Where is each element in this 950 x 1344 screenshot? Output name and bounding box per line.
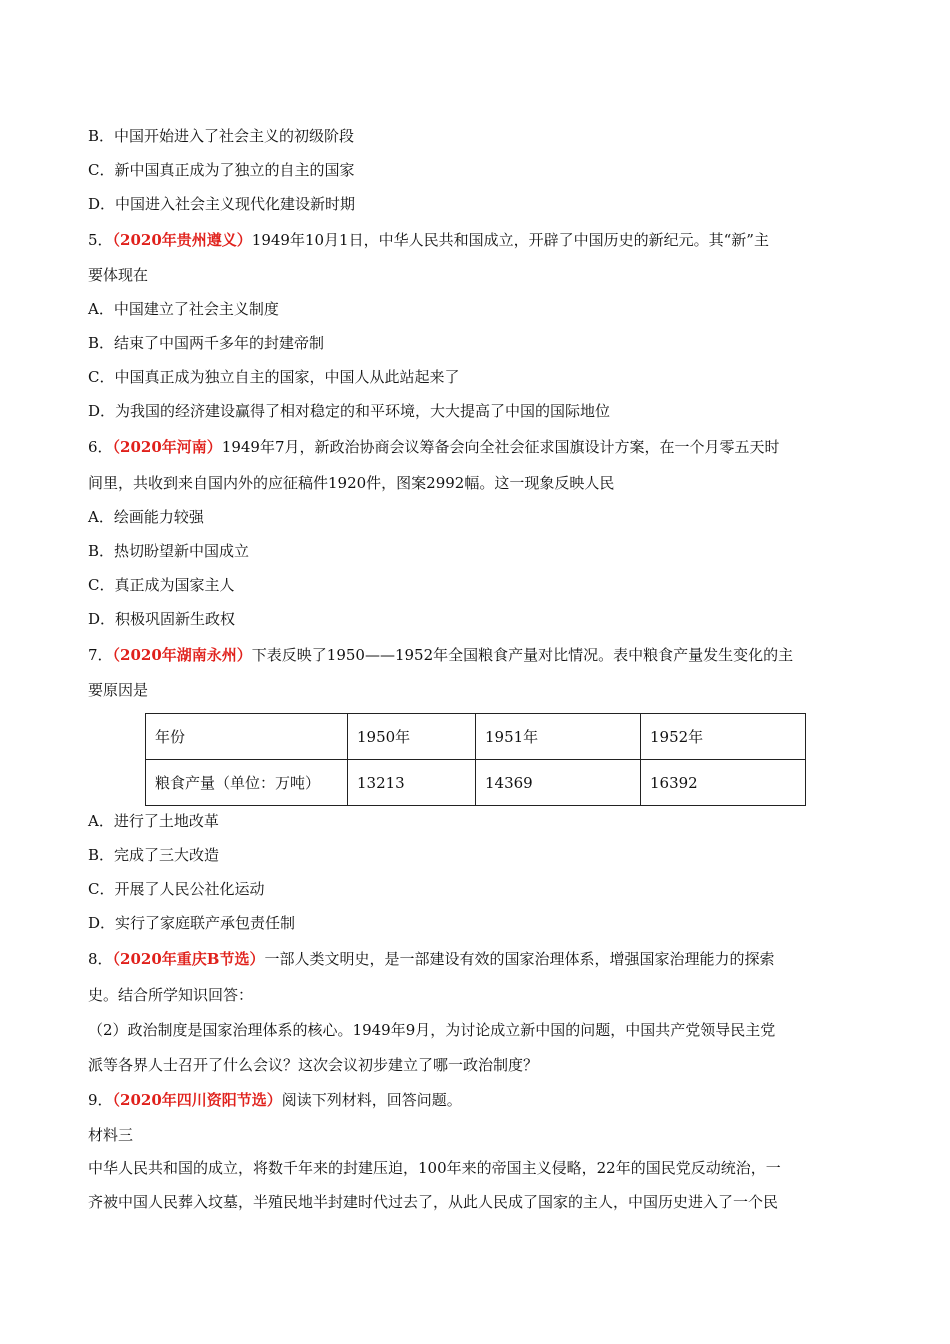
table-cell: 年份 — [146, 714, 348, 760]
q9-stem — [88, 1090, 462, 1110]
q9-stem-text: 阅读下列材料，回答问题。 — [281, 1091, 462, 1109]
table-cell: 14369 — [476, 760, 641, 806]
q9-source: （2020年四川资阳节选） — [112, 1091, 282, 1109]
q6-stem — [88, 437, 780, 457]
q5-stem — [88, 230, 769, 250]
q7-stem-cont: 要原因是 — [88, 681, 149, 699]
table-row — [146, 760, 806, 806]
table-cell: 1950年 — [348, 714, 476, 760]
q8-stem-text: 一部人类文明史，是一部建设有效的国家治理体系，增强国家治理能力的探索 — [264, 950, 775, 968]
q8-stem — [88, 949, 775, 969]
q4-option-c: C．新中国真正成为了独立的自主的国家 — [88, 161, 355, 179]
q8-stem-cont: 史。结合所学知识回答： — [88, 986, 254, 1004]
q8-number: 8． — [88, 950, 113, 968]
table-cell: 1952年 — [641, 714, 806, 760]
q7-stem — [88, 645, 793, 665]
q6-source: （2020年河南） — [112, 438, 222, 456]
q5-stem-text: 1949年10月1日，中华人民共和国成立，开辟了中国历史的新纪元。其“新”主 — [251, 231, 769, 249]
q9-number: 9． — [88, 1091, 113, 1109]
q7-option-a: A．进行了土地改革 — [88, 812, 219, 830]
q8-source: （2020年重庆B节选） — [112, 950, 265, 968]
q5-number: 5． — [88, 231, 113, 249]
q8-subquestion-cont: 派等各界人士召开了什么会议？这次会议初步建立了哪一政治制度？ — [88, 1056, 539, 1074]
table-cell: 1951年 — [476, 714, 641, 760]
q6-option-d: D．积极巩固新生政权 — [88, 610, 236, 628]
q6-option-c: C．真正成为国家主人 — [88, 576, 235, 594]
q4-option-d: D．中国进入社会主义现代化建设新时期 — [88, 195, 356, 213]
q9-material-text: 中华人民共和国的成立，将数千年来的封建压迫，100年来的帝国主义侵略，22年的国民党反动统治，一 — [88, 1159, 781, 1177]
q5-option-b: B．结束了中国两千多年的封建帝制 — [88, 334, 325, 352]
q7-option-c: C．开展了人民公社化运动 — [88, 880, 265, 898]
q9-material-label: 材料三 — [88, 1126, 134, 1144]
q6-option-a: A．绘画能力较强 — [88, 508, 204, 526]
q7-number: 7． — [88, 646, 113, 664]
q5-stem-cont: 要体现在 — [88, 266, 149, 284]
q7-source: （2020年湖南永州） — [112, 646, 252, 664]
table-cell: 16392 — [641, 760, 806, 806]
q7-option-d: D．实行了家庭联产承包责任制 — [88, 914, 296, 932]
table-cell: 13213 — [348, 760, 476, 806]
q4-option-b: B．中国开始进入了社会主义的初级阶段 — [88, 127, 355, 145]
q9-material-text-cont: 齐被中国人民葬入坟墓，半殖民地半封建时代过去了，从此人民成了国家的主人，中国历史进入了一个民 — [88, 1193, 779, 1211]
table-cell: 粮食产量（单位：万吨） — [146, 760, 348, 806]
q8-subquestion: （2）政治制度是国家治理体系的核心。1949年9月，为讨论成立新中国的问题，中国共产党领导民主党 — [88, 1021, 776, 1039]
q7-stem-text: 下表反映了1950——1952年全国粮食产量对比情况。表中粮食产量发生变化的主 — [251, 646, 794, 664]
table-row — [146, 714, 806, 760]
q5-source: （2020年贵州遵义） — [112, 231, 252, 249]
q6-stem-cont: 间里，共收到来自国内外的应征稿件1920件，图案2992幅。这一现象反映人民 — [88, 474, 615, 492]
q6-number: 6． — [88, 438, 113, 456]
q5-option-c: C．中国真正成为独立自主的国家，中国人从此站起来了 — [88, 368, 460, 386]
q5-option-d: D．为我国的经济建设赢得了相对稳定的和平环境，大大提高了中国的国际地位 — [88, 402, 611, 420]
grain-output-table — [145, 713, 806, 806]
q6-stem-text: 1949年7月，新政治协商会议筹备会向全社会征求国旗设计方案，在一个月零五天时 — [221, 438, 780, 456]
q6-option-b: B．热切盼望新中国成立 — [88, 542, 250, 560]
q5-option-a: A．中国建立了社会主义制度 — [88, 300, 279, 318]
q7-option-b: B．完成了三大改造 — [88, 846, 220, 864]
